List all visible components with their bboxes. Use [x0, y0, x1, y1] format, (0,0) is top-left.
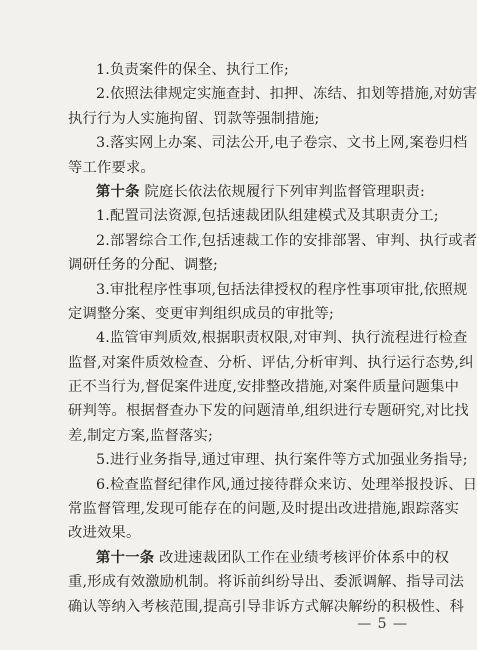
paragraph-10 [68, 473, 477, 546]
article-11-line-3: 确认等纳入考核范围,提高引导非诉方式解决解纷的积极性、科 [68, 598, 465, 615]
paragraph-10-line-2: 常监督管理,发现可能存在的问题,及时提出改进措施,跟踪落实 [68, 501, 460, 518]
article-10-heading: 第十条 [96, 183, 140, 200]
paragraph-7 [68, 278, 468, 327]
paragraph-1 [68, 58, 428, 82]
paragraph-8-line-3: 正不当行为,督促案件进度,安排整改措施,对案件质量问题集中 [68, 379, 460, 396]
paragraph-2 [68, 82, 477, 131]
paragraph-7-line-1: 3.审批程序性事项,包括法律授权的程序性事项审批,依照规 [96, 281, 468, 298]
paragraph-5-line-1: 1.配置司法资源,包括速裁团队组建模式及其职责分工; [96, 208, 439, 225]
document-body [68, 58, 477, 619]
paragraph-6-line-1: 2.部署综合工作,包括速裁工作的安排部署、审判、执行或者 [96, 232, 477, 249]
paragraph-7-line-2: 定调整分案、变更审判组织成员的审批等; [68, 305, 334, 322]
article-11-line-1 [68, 546, 450, 570]
paragraph-2-line-2: 执行行为人实施拘留、罚款等强制措施; [68, 110, 320, 127]
paragraph-3-line-1: 3.落实网上办案、司法公开,电子卷宗、文书上网,案卷归档 [96, 135, 468, 152]
paragraph-6-line-2: 调研任务的分配、调整; [68, 257, 218, 274]
paragraph-3 [68, 131, 468, 180]
page-number: — 5 — [357, 616, 408, 632]
article-11-heading: 第十一条 [96, 549, 155, 566]
article-11-text-line-1: 改进速裁团队工作在业绩考核评价体系中的权 [159, 549, 450, 566]
article-10 [68, 180, 428, 204]
paragraph-8-line-1: 4.监管审判质效,根据职责权限,对审判、执行流程进行检查 [96, 330, 468, 347]
paragraph-8-line-5: 差,制定方案,监督落实; [68, 427, 213, 444]
article-11-line-2: 重,形成有效激励机制。将诉前纠纷导出、委派调解、指导司法 [68, 574, 465, 591]
article-10-line-1 [68, 180, 428, 204]
paragraph-1-line-1: 1.负责案件的保全、执行工作; [96, 62, 290, 78]
article-10-text: 院庭长依法依规履行下列审判监督管理职责: [144, 183, 426, 200]
paragraph-10-line-3: 改进效果。 [68, 525, 141, 542]
paragraph-8-line-2: 监督,对案件质效检查、分析、评估,分析审判、执行运行态势,纠 [68, 354, 474, 371]
paragraph-9 [68, 448, 468, 472]
paragraph-6 [68, 229, 477, 278]
paragraph-10-line-1: 6.检查监督纪律作风,通过接待群众来访、处理举报投诉、日 [96, 476, 477, 493]
paragraph-9-line-1: 5.进行业务指导,通过审理、执行案件等方式加强业务指导; [96, 452, 468, 469]
paragraph-5 [68, 204, 439, 228]
paragraph-8 [68, 326, 474, 448]
article-11 [68, 546, 465, 619]
paragraph-3-line-2: 等工作要求。 [68, 159, 155, 176]
paragraph-2-line-1: 2.依照法律规定实施查封、扣押、冻结、扣划等措施,对妨害 [96, 86, 477, 103]
paragraph-8-line-4: 研判等。根据督查办下发的问题清单,组织进行专题研究,对比找 [68, 403, 469, 420]
